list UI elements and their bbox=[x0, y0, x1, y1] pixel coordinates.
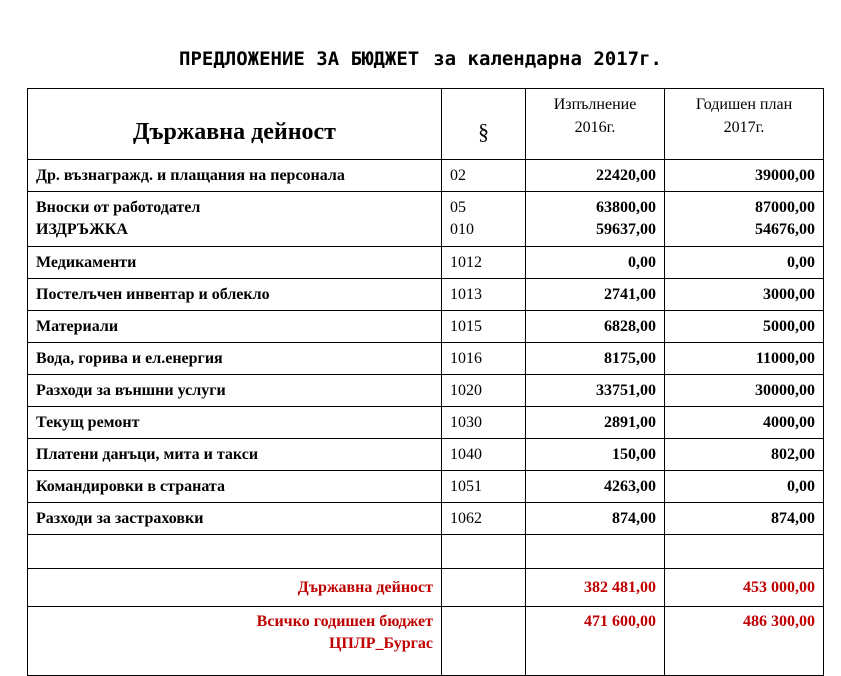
row-actual: 6828,00 bbox=[526, 311, 665, 343]
header-actual-2016 bbox=[526, 89, 665, 160]
row-name: Др. възнагражд. и плащания на персонала bbox=[28, 160, 442, 192]
row-actual-line2: 59637,00 bbox=[596, 221, 656, 238]
row-actual: 8175,00 bbox=[526, 343, 665, 375]
total-actual: 382 481,00 bbox=[526, 569, 665, 607]
blank-cell bbox=[442, 535, 526, 569]
total-row-annual-budget bbox=[28, 607, 824, 676]
row-plan: 5000,00 bbox=[665, 311, 824, 343]
blank-cell bbox=[526, 535, 665, 569]
row-code bbox=[442, 192, 526, 247]
row-actual: 0,00 bbox=[526, 247, 665, 279]
row-code: 1051 bbox=[442, 471, 526, 503]
row-code: 1062 bbox=[442, 503, 526, 535]
row-name-line2: ИЗДРЪЖКА bbox=[36, 221, 128, 238]
row-actual: 2891,00 bbox=[526, 407, 665, 439]
total-section-cell bbox=[442, 607, 526, 676]
row-plan: 802,00 bbox=[665, 439, 824, 471]
document-title bbox=[0, 48, 841, 70]
table-row bbox=[28, 192, 824, 247]
row-code: 1013 bbox=[442, 279, 526, 311]
row-plan: 3000,00 bbox=[665, 279, 824, 311]
row-actual-line1: 63800,00 bbox=[596, 199, 656, 216]
row-name-line1: Вноски от работодател bbox=[36, 199, 201, 216]
row-actual: 874,00 bbox=[526, 503, 665, 535]
total-actual: 471 600,00 bbox=[526, 607, 665, 676]
document-title-main: ПРЕДЛОЖЕНИЕ ЗА БЮДЖЕТ bbox=[179, 48, 420, 70]
table-row bbox=[28, 311, 824, 343]
row-name: Командировки в страната bbox=[28, 471, 442, 503]
row-plan: 39000,00 bbox=[665, 160, 824, 192]
row-plan bbox=[665, 192, 824, 247]
row-code-line1: 05 bbox=[450, 199, 466, 216]
row-actual: 150,00 bbox=[526, 439, 665, 471]
row-actual: 2741,00 bbox=[526, 279, 665, 311]
table-row bbox=[28, 407, 824, 439]
row-code: 1015 bbox=[442, 311, 526, 343]
table-row bbox=[28, 471, 824, 503]
row-name: Разходи за застраховки bbox=[28, 503, 442, 535]
row-plan: 11000,00 bbox=[665, 343, 824, 375]
row-name: Материали bbox=[28, 311, 442, 343]
header-section: § bbox=[442, 89, 526, 160]
row-plan: 0,00 bbox=[665, 471, 824, 503]
row-plan: 4000,00 bbox=[665, 407, 824, 439]
row-name: Разходи за външни услуги bbox=[28, 375, 442, 407]
row-name: Платени данъци, мита и такси bbox=[28, 439, 442, 471]
table-row bbox=[28, 375, 824, 407]
blank-cell bbox=[665, 535, 824, 569]
header-activity: Държавна дейност bbox=[28, 89, 442, 160]
header-plan-label: Годишен план bbox=[695, 96, 793, 113]
header-actual-label: Изпълнение bbox=[553, 96, 637, 113]
header-actual-year: 2016г. bbox=[574, 119, 616, 136]
total-plan: 453 000,00 bbox=[665, 569, 824, 607]
row-plan: 874,00 bbox=[665, 503, 824, 535]
document-title-period: за календарна 2017г. bbox=[433, 48, 662, 70]
row-actual: 22420,00 bbox=[526, 160, 665, 192]
total-label-line2: ЦПЛР_Бургас bbox=[328, 635, 433, 652]
table-row bbox=[28, 247, 824, 279]
row-code: 1012 bbox=[442, 247, 526, 279]
row-code: 1030 bbox=[442, 407, 526, 439]
total-label bbox=[28, 607, 442, 676]
row-name: Вода, горива и ел.енергия bbox=[28, 343, 442, 375]
total-plan: 486 300,00 bbox=[665, 607, 824, 676]
row-code: 02 bbox=[442, 160, 526, 192]
row-plan: 0,00 bbox=[665, 247, 824, 279]
row-code-line2: 010 bbox=[450, 221, 474, 238]
row-name: Постелъчен инвентар и облекло bbox=[28, 279, 442, 311]
row-plan-line2: 54676,00 bbox=[755, 221, 815, 238]
row-actual: 33751,00 bbox=[526, 375, 665, 407]
row-actual bbox=[526, 192, 665, 247]
total-row-state-activity bbox=[28, 569, 824, 607]
total-label: Държавна дейност bbox=[28, 569, 442, 607]
row-name: Текущ ремонт bbox=[28, 407, 442, 439]
row-actual: 4263,00 bbox=[526, 471, 665, 503]
row-name: Медикаменти bbox=[28, 247, 442, 279]
row-plan-line1: 87000,00 bbox=[755, 199, 815, 216]
blank-row bbox=[28, 535, 824, 569]
total-section-cell bbox=[442, 569, 526, 607]
table-header-row bbox=[28, 89, 824, 160]
row-code: 1016 bbox=[442, 343, 526, 375]
budget-table bbox=[27, 88, 824, 676]
total-label-line1: Всичко годишен бюджет bbox=[256, 613, 433, 630]
table-row bbox=[28, 279, 824, 311]
header-plan-2017 bbox=[665, 89, 824, 160]
row-code: 1040 bbox=[442, 439, 526, 471]
row-code: 1020 bbox=[442, 375, 526, 407]
row-name bbox=[28, 192, 442, 247]
table-row bbox=[28, 343, 824, 375]
row-plan: 30000,00 bbox=[665, 375, 824, 407]
table-row bbox=[28, 503, 824, 535]
header-plan-year: 2017г. bbox=[723, 119, 765, 136]
blank-cell bbox=[28, 535, 442, 569]
table-row bbox=[28, 439, 824, 471]
table-row bbox=[28, 160, 824, 192]
